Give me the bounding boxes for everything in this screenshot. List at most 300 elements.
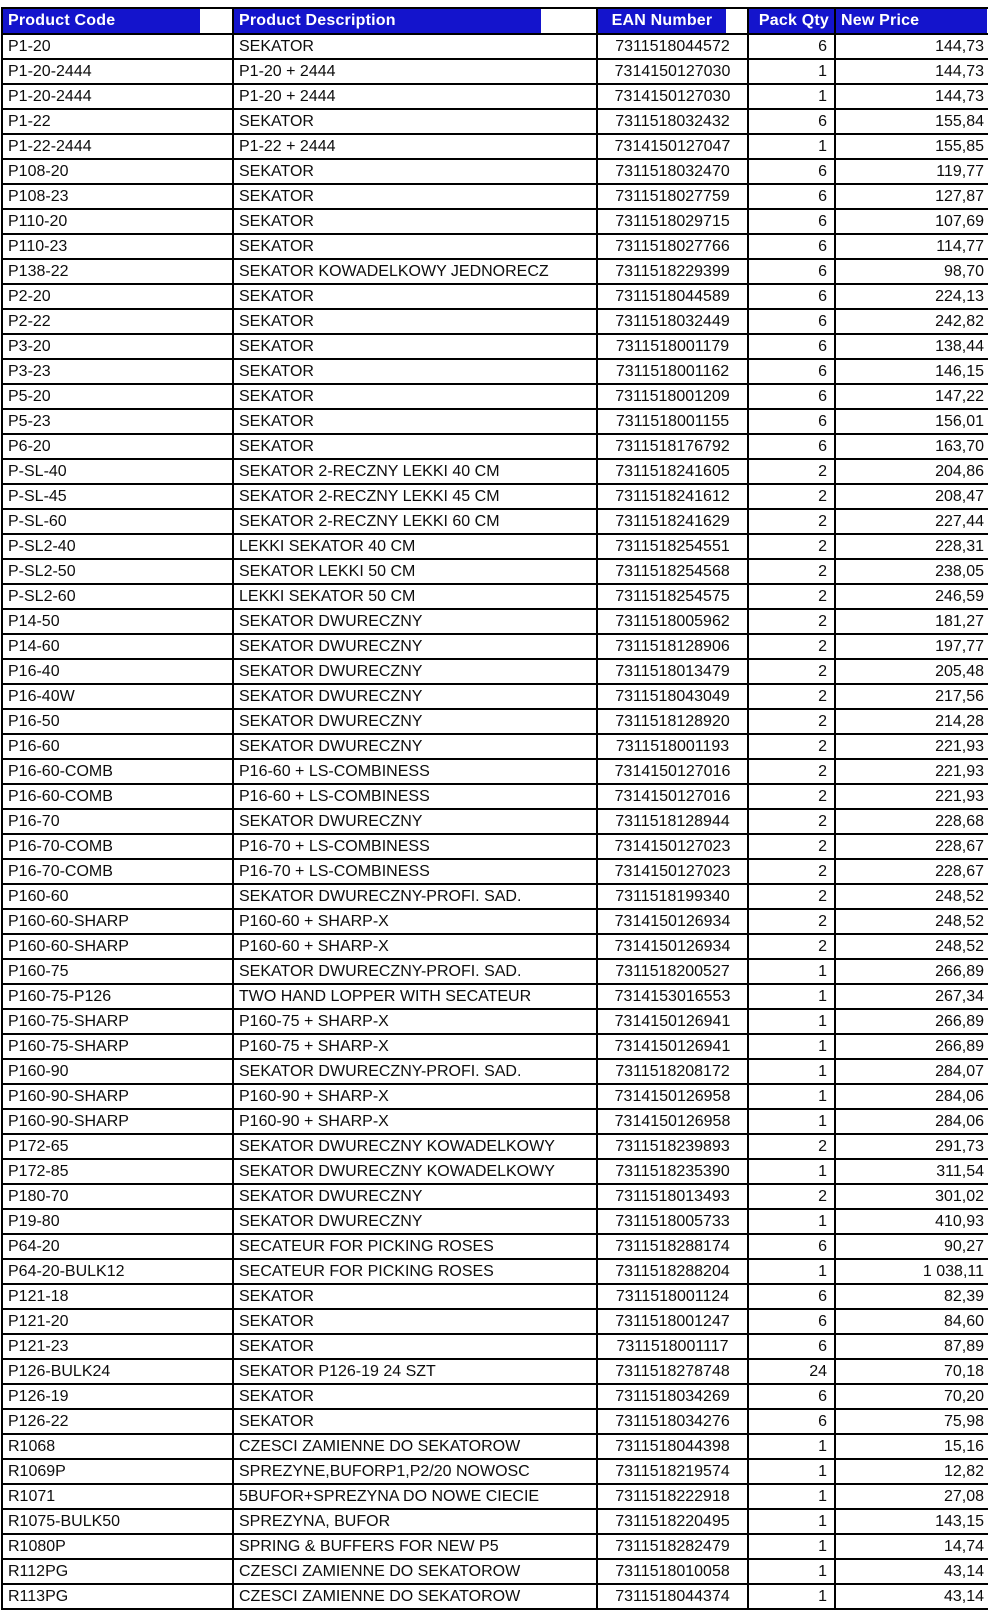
cell-pack-qty: 2: [748, 759, 835, 784]
cell-new-price: 90,27: [835, 1234, 988, 1259]
cell-new-price: 410,93: [835, 1209, 988, 1234]
table-row: [2, 559, 988, 584]
cell-ean-number: 7311518044398: [597, 1434, 748, 1459]
table-row: [2, 309, 988, 334]
cell-product-description: SEKATOR DWURECZNY-PROFI. SAD.: [233, 884, 597, 909]
table-row: [2, 934, 988, 959]
table-row: [2, 584, 988, 609]
table-row: [2, 1109, 988, 1134]
cell-pack-qty: 6: [748, 434, 835, 459]
table-row: [2, 34, 988, 59]
cell-ean-number: 7311518013479: [597, 659, 748, 684]
header-fill-product-code: [3, 9, 200, 33]
cell-product-code: P126-BULK24: [2, 1359, 233, 1384]
cell-ean-number: 7311518220495: [597, 1509, 748, 1534]
cell-new-price: 301,02: [835, 1184, 988, 1209]
table-row: [2, 1259, 988, 1284]
table-row: [2, 209, 988, 234]
cell-product-code: P160-75-SHARP: [2, 1034, 233, 1059]
cell-product-code: P5-20: [2, 384, 233, 409]
cell-product-description: SEKATOR: [233, 34, 597, 59]
cell-pack-qty: 6: [748, 209, 835, 234]
cell-product-description: TWO HAND LOPPER WITH SECATEUR: [233, 984, 597, 1009]
cell-product-description: SEKATOR 2-RECZNY LEKKI 40 CM: [233, 459, 597, 484]
cell-product-description: SEKATOR: [233, 1409, 597, 1434]
table-row: [2, 959, 988, 984]
cell-new-price: 284,06: [835, 1109, 988, 1134]
column-header-product-description: [233, 8, 597, 34]
cell-product-description: SPREZYNA, BUFOR: [233, 1509, 597, 1534]
cell-ean-number: 7311518029715: [597, 209, 748, 234]
cell-new-price: 1 038,11: [835, 1259, 988, 1284]
cell-new-price: 248,52: [835, 909, 988, 934]
cell-ean-number: 7311518001117: [597, 1334, 748, 1359]
cell-ean-number: 7314150127030: [597, 59, 748, 84]
cell-pack-qty: 2: [748, 859, 835, 884]
cell-product-description: SEKATOR DWURECZNY-PROFI. SAD.: [233, 959, 597, 984]
table-row: [2, 1184, 988, 1209]
cell-product-code: P16-70-COMB: [2, 859, 233, 884]
cell-product-code: P160-60-SHARP: [2, 934, 233, 959]
cell-ean-number: 7314150126934: [597, 909, 748, 934]
cell-ean-number: 7311518254568: [597, 559, 748, 584]
table-row: [2, 609, 988, 634]
cell-ean-number: 7311518239893: [597, 1134, 748, 1159]
cell-pack-qty: 6: [748, 259, 835, 284]
cell-ean-number: 7311518034276: [597, 1409, 748, 1434]
cell-new-price: 181,27: [835, 609, 988, 634]
cell-product-description: SECATEUR FOR PICKING ROSES: [233, 1259, 597, 1284]
cell-product-description: SEKATOR: [233, 1334, 597, 1359]
cell-ean-number: 7311518001247: [597, 1309, 748, 1334]
cell-new-price: 156,01: [835, 409, 988, 434]
cell-product-description: P1-22 + 2444: [233, 134, 597, 159]
table-row: [2, 834, 988, 859]
cell-new-price: 75,98: [835, 1409, 988, 1434]
cell-ean-number: 7311518254551: [597, 534, 748, 559]
cell-new-price: 205,48: [835, 659, 988, 684]
cell-pack-qty: 2: [748, 609, 835, 634]
cell-product-description: SEKATOR: [233, 284, 597, 309]
cell-product-code: R1069P: [2, 1459, 233, 1484]
cell-ean-number: 7311518027766: [597, 234, 748, 259]
cell-pack-qty: 1: [748, 1209, 835, 1234]
table-row: [2, 384, 988, 409]
cell-product-code: P19-80: [2, 1209, 233, 1234]
cell-pack-qty: 1: [748, 1084, 835, 1109]
table-row: [2, 1434, 988, 1459]
cell-pack-qty: 2: [748, 1184, 835, 1209]
cell-new-price: 208,47: [835, 484, 988, 509]
cell-product-description: SEKATOR: [233, 334, 597, 359]
cell-new-price: 224,13: [835, 284, 988, 309]
cell-ean-number: 7311518254575: [597, 584, 748, 609]
cell-new-price: 144,73: [835, 34, 988, 59]
cell-product-description: SEKATOR DWURECZNY: [233, 659, 597, 684]
cell-product-code: P5-23: [2, 409, 233, 434]
cell-ean-number: 7314150127016: [597, 759, 748, 784]
cell-product-code: P16-60-COMB: [2, 784, 233, 809]
table-row: [2, 1334, 988, 1359]
cell-ean-number: 7314150126941: [597, 1034, 748, 1059]
cell-pack-qty: 6: [748, 359, 835, 384]
cell-new-price: 221,93: [835, 759, 988, 784]
table-row: [2, 134, 988, 159]
cell-pack-qty: 1: [748, 84, 835, 109]
cell-product-description: SEKATOR: [233, 159, 597, 184]
cell-new-price: 144,73: [835, 59, 988, 84]
cell-product-code: P16-50: [2, 709, 233, 734]
cell-ean-number: 7314150127030: [597, 84, 748, 109]
cell-product-description: SEKATOR: [233, 384, 597, 409]
cell-new-price: 284,07: [835, 1059, 988, 1084]
table-row: [2, 1509, 988, 1534]
cell-ean-number: 7311518241629: [597, 509, 748, 534]
cell-pack-qty: 2: [748, 834, 835, 859]
cell-pack-qty: 6: [748, 1309, 835, 1334]
cell-pack-qty: 6: [748, 384, 835, 409]
cell-product-code: P121-18: [2, 1284, 233, 1309]
table-row: [2, 734, 988, 759]
cell-pack-qty: 6: [748, 1409, 835, 1434]
cell-product-code: P1-20: [2, 34, 233, 59]
cell-product-description: CZESCI ZAMIENNE DO SEKATOROW: [233, 1434, 597, 1459]
cell-product-description: P1-20 + 2444: [233, 59, 597, 84]
cell-new-price: 15,16: [835, 1434, 988, 1459]
cell-product-code: P-SL2-50: [2, 559, 233, 584]
cell-pack-qty: 2: [748, 659, 835, 684]
cell-ean-number: 7311518032449: [597, 309, 748, 334]
cell-product-code: P108-23: [2, 184, 233, 209]
cell-pack-qty: 2: [748, 884, 835, 909]
cell-ean-number: 7311518032432: [597, 109, 748, 134]
cell-pack-qty: 1: [748, 984, 835, 1009]
cell-product-description: P160-75 + SHARP-X: [233, 1009, 597, 1034]
cell-product-description: P1-20 + 2444: [233, 84, 597, 109]
table-row: [2, 459, 988, 484]
cell-product-description: SEKATOR: [233, 209, 597, 234]
cell-pack-qty: 2: [748, 734, 835, 759]
cell-new-price: 238,05: [835, 559, 988, 584]
cell-product-code: P160-60: [2, 884, 233, 909]
cell-pack-qty: 6: [748, 409, 835, 434]
cell-new-price: 204,86: [835, 459, 988, 484]
cell-pack-qty: 2: [748, 709, 835, 734]
cell-ean-number: 7311518208172: [597, 1059, 748, 1084]
table-row: [2, 984, 988, 1009]
cell-product-description: CZESCI ZAMIENNE DO SEKATOROW: [233, 1559, 597, 1584]
table-body: [2, 34, 988, 1609]
cell-pack-qty: 1: [748, 1059, 835, 1084]
cell-product-description: P16-70 + LS-COMBINESS: [233, 834, 597, 859]
cell-new-price: 221,93: [835, 734, 988, 759]
cell-product-description: 5BUFOR+SPREZYNA DO NOWE CIECIE: [233, 1484, 597, 1509]
cell-product-code: P-SL2-60: [2, 584, 233, 609]
cell-pack-qty: 6: [748, 34, 835, 59]
cell-new-price: 246,59: [835, 584, 988, 609]
cell-ean-number: 7311518200527: [597, 959, 748, 984]
table-row: [2, 1284, 988, 1309]
cell-product-code: P2-20: [2, 284, 233, 309]
cell-new-price: 248,52: [835, 884, 988, 909]
cell-product-code: P172-65: [2, 1134, 233, 1159]
cell-product-description: SEKATOR: [233, 309, 597, 334]
cell-ean-number: 7311518219574: [597, 1459, 748, 1484]
cell-product-code: P172-85: [2, 1159, 233, 1184]
cell-pack-qty: 2: [748, 934, 835, 959]
cell-ean-number: 7311518282479: [597, 1534, 748, 1559]
cell-new-price: 84,60: [835, 1309, 988, 1334]
cell-new-price: 14,74: [835, 1534, 988, 1559]
cell-product-description: SEKATOR: [233, 409, 597, 434]
cell-new-price: 163,70: [835, 434, 988, 459]
table-row: [2, 534, 988, 559]
cell-new-price: 155,84: [835, 109, 988, 134]
table-row: [2, 334, 988, 359]
cell-pack-qty: 2: [748, 459, 835, 484]
cell-pack-qty: 2: [748, 634, 835, 659]
table-row: [2, 684, 988, 709]
cell-ean-number: 7311518043049: [597, 684, 748, 709]
cell-product-code: P110-20: [2, 209, 233, 234]
cell-product-description: CZESCI ZAMIENNE DO SEKATOROW: [233, 1584, 597, 1609]
cell-product-description: SEKATOR DWURECZNY: [233, 809, 597, 834]
cell-product-code: R1071: [2, 1484, 233, 1509]
cell-product-code: P121-23: [2, 1334, 233, 1359]
table-row: [2, 709, 988, 734]
cell-ean-number: 7311518034269: [597, 1384, 748, 1409]
cell-ean-number: 7311518229399: [597, 259, 748, 284]
cell-product-description: SECATEUR FOR PICKING ROSES: [233, 1234, 597, 1259]
cell-product-description: SEKATOR DWURECZNY KOWADELKOWY: [233, 1159, 597, 1184]
table-row: [2, 1084, 988, 1109]
column-header-pack-qty: [748, 8, 835, 34]
cell-product-code: P1-22-2444: [2, 134, 233, 159]
cell-new-price: 114,77: [835, 234, 988, 259]
cell-new-price: 228,67: [835, 859, 988, 884]
column-header-label: Pack Qty: [758, 12, 829, 29]
cell-pack-qty: 6: [748, 234, 835, 259]
cell-new-price: 266,89: [835, 959, 988, 984]
cell-new-price: 228,68: [835, 809, 988, 834]
cell-pack-qty: 2: [748, 559, 835, 584]
cell-new-price: 119,77: [835, 159, 988, 184]
cell-product-code: R1080P: [2, 1534, 233, 1559]
cell-ean-number: 7311518128944: [597, 809, 748, 834]
cell-pack-qty: 1: [748, 1034, 835, 1059]
cell-product-description: SEKATOR 2-RECZNY LEKKI 45 CM: [233, 484, 597, 509]
cell-product-description: P160-90 + SHARP-X: [233, 1109, 597, 1134]
table-row: [2, 434, 988, 459]
cell-ean-number: 7311518278748: [597, 1359, 748, 1384]
table-row: [2, 809, 988, 834]
cell-product-description: LEKKI SEKATOR 40 CM: [233, 534, 597, 559]
table-row: [2, 259, 988, 284]
table-row: [2, 109, 988, 134]
cell-product-code: P160-75-SHARP: [2, 1009, 233, 1034]
table-row: [2, 859, 988, 884]
table-row: [2, 759, 988, 784]
table-row: [2, 1359, 988, 1384]
cell-pack-qty: 2: [748, 684, 835, 709]
table-row: [2, 1059, 988, 1084]
table-row: [2, 184, 988, 209]
cell-pack-qty: 2: [748, 1134, 835, 1159]
cell-product-description: P16-60 + LS-COMBINESS: [233, 759, 597, 784]
table-row: [2, 59, 988, 84]
table-row: [2, 1009, 988, 1034]
cell-product-description: SEKATOR DWURECZNY: [233, 1184, 597, 1209]
cell-new-price: 143,15: [835, 1509, 988, 1534]
cell-product-code: P126-22: [2, 1409, 233, 1434]
cell-ean-number: 7311518001193: [597, 734, 748, 759]
cell-product-description: SEKATOR DWURECZNY: [233, 609, 597, 634]
table-row: [2, 909, 988, 934]
cell-product-description: SEKATOR DWURECZNY: [233, 1209, 597, 1234]
cell-pack-qty: 1: [748, 1584, 835, 1609]
table-row: [2, 784, 988, 809]
cell-ean-number: 7314150126958: [597, 1084, 748, 1109]
cell-pack-qty: 24: [748, 1359, 835, 1384]
cell-product-code: P16-70: [2, 809, 233, 834]
column-header-ean-number: [597, 8, 748, 34]
cell-ean-number: 7311518044374: [597, 1584, 748, 1609]
cell-ean-number: 7311518235390: [597, 1159, 748, 1184]
cell-new-price: 248,52: [835, 934, 988, 959]
cell-product-code: P64-20: [2, 1234, 233, 1259]
cell-pack-qty: 1: [748, 1109, 835, 1134]
cell-product-description: SEKATOR DWURECZNY: [233, 684, 597, 709]
cell-product-code: P2-22: [2, 309, 233, 334]
cell-product-description: SEKATOR: [233, 184, 597, 209]
cell-ean-number: 7314150127023: [597, 859, 748, 884]
cell-product-code: P16-70-COMB: [2, 834, 233, 859]
cell-pack-qty: 6: [748, 159, 835, 184]
cell-ean-number: 7314150127016: [597, 784, 748, 809]
cell-new-price: 127,87: [835, 184, 988, 209]
table-row: [2, 1134, 988, 1159]
table-header-row: [2, 8, 988, 34]
cell-new-price: 284,06: [835, 1084, 988, 1109]
header-fill-pack-qty: [749, 9, 834, 33]
table-row: [2, 284, 988, 309]
table-row: [2, 1034, 988, 1059]
cell-ean-number: 7311518128906: [597, 634, 748, 659]
table-row: [2, 1459, 988, 1484]
cell-pack-qty: 1: [748, 1459, 835, 1484]
cell-ean-number: 7311518032470: [597, 159, 748, 184]
column-header-label: EAN Number: [611, 12, 713, 29]
cell-new-price: 266,89: [835, 1009, 988, 1034]
cell-product-code: P160-60-SHARP: [2, 909, 233, 934]
cell-product-description: P16-60 + LS-COMBINESS: [233, 784, 597, 809]
cell-ean-number: 7314150126958: [597, 1109, 748, 1134]
table-row: [2, 884, 988, 909]
header-fill-new-price: [836, 9, 987, 33]
cell-product-code: P6-20: [2, 434, 233, 459]
cell-product-code: R1075-BULK50: [2, 1509, 233, 1534]
cell-ean-number: 7311518241605: [597, 459, 748, 484]
cell-new-price: 155,85: [835, 134, 988, 159]
cell-product-code: P138-22: [2, 259, 233, 284]
cell-ean-number: 7311518001124: [597, 1284, 748, 1309]
cell-pack-qty: 1: [748, 59, 835, 84]
column-header-label: Product Code: [8, 12, 116, 29]
table-row: [2, 509, 988, 534]
cell-new-price: 291,73: [835, 1134, 988, 1159]
cell-product-description: SEKATOR: [233, 1309, 597, 1334]
cell-pack-qty: 1: [748, 1509, 835, 1534]
cell-product-description: SEKATOR DWURECZNY: [233, 734, 597, 759]
cell-ean-number: 7311518005962: [597, 609, 748, 634]
cell-new-price: 228,31: [835, 534, 988, 559]
cell-new-price: 70,18: [835, 1359, 988, 1384]
table-row: [2, 1234, 988, 1259]
cell-product-code: P160-75: [2, 959, 233, 984]
cell-product-description: SEKATOR: [233, 234, 597, 259]
cell-product-code: P121-20: [2, 1309, 233, 1334]
cell-new-price: 98,70: [835, 259, 988, 284]
table-row: [2, 1309, 988, 1334]
cell-pack-qty: 6: [748, 309, 835, 334]
cell-ean-number: 7314150126934: [597, 934, 748, 959]
cell-new-price: 266,89: [835, 1034, 988, 1059]
cell-ean-number: 7311518027759: [597, 184, 748, 209]
table-row: [2, 359, 988, 384]
cell-product-code: P14-50: [2, 609, 233, 634]
cell-pack-qty: 1: [748, 1009, 835, 1034]
cell-new-price: 12,82: [835, 1459, 988, 1484]
cell-new-price: 107,69: [835, 209, 988, 234]
table-row: [2, 409, 988, 434]
cell-pack-qty: 6: [748, 334, 835, 359]
cell-product-code: P3-20: [2, 334, 233, 359]
cell-new-price: 267,34: [835, 984, 988, 1009]
cell-product-description: SEKATOR KOWADELKOWY JEDNORECZ: [233, 259, 597, 284]
cell-pack-qty: 2: [748, 809, 835, 834]
cell-new-price: 70,20: [835, 1384, 988, 1409]
cell-pack-qty: 2: [748, 534, 835, 559]
table-row: [2, 1559, 988, 1584]
cell-product-code: P160-90-SHARP: [2, 1109, 233, 1134]
cell-ean-number: 7311518222918: [597, 1484, 748, 1509]
header-fill-ean-number: [598, 9, 726, 33]
cell-product-description: SPRING & BUFFERS FOR NEW P5: [233, 1534, 597, 1559]
cell-ean-number: 7311518241612: [597, 484, 748, 509]
cell-ean-number: 7311518044589: [597, 284, 748, 309]
cell-product-code: P160-90: [2, 1059, 233, 1084]
cell-ean-number: 7311518128920: [597, 709, 748, 734]
cell-pack-qty: 6: [748, 109, 835, 134]
cell-product-code: P-SL-45: [2, 484, 233, 509]
cell-product-description: SEKATOR P126-19 24 SZT: [233, 1359, 597, 1384]
cell-ean-number: 7314150126941: [597, 1009, 748, 1034]
cell-product-code: P1-20-2444: [2, 59, 233, 84]
cell-ean-number: 7311518013493: [597, 1184, 748, 1209]
table-row: [2, 159, 988, 184]
cell-ean-number: 7314150127047: [597, 134, 748, 159]
cell-product-code: P-SL-40: [2, 459, 233, 484]
cell-new-price: 27,08: [835, 1484, 988, 1509]
cell-pack-qty: 1: [748, 1259, 835, 1284]
cell-product-code: P180-70: [2, 1184, 233, 1209]
cell-new-price: 227,44: [835, 509, 988, 534]
cell-product-code: P1-20-2444: [2, 84, 233, 109]
cell-product-description: P160-75 + SHARP-X: [233, 1034, 597, 1059]
cell-new-price: 144,73: [835, 84, 988, 109]
cell-ean-number: 7311518001162: [597, 359, 748, 384]
cell-product-code: P1-22: [2, 109, 233, 134]
